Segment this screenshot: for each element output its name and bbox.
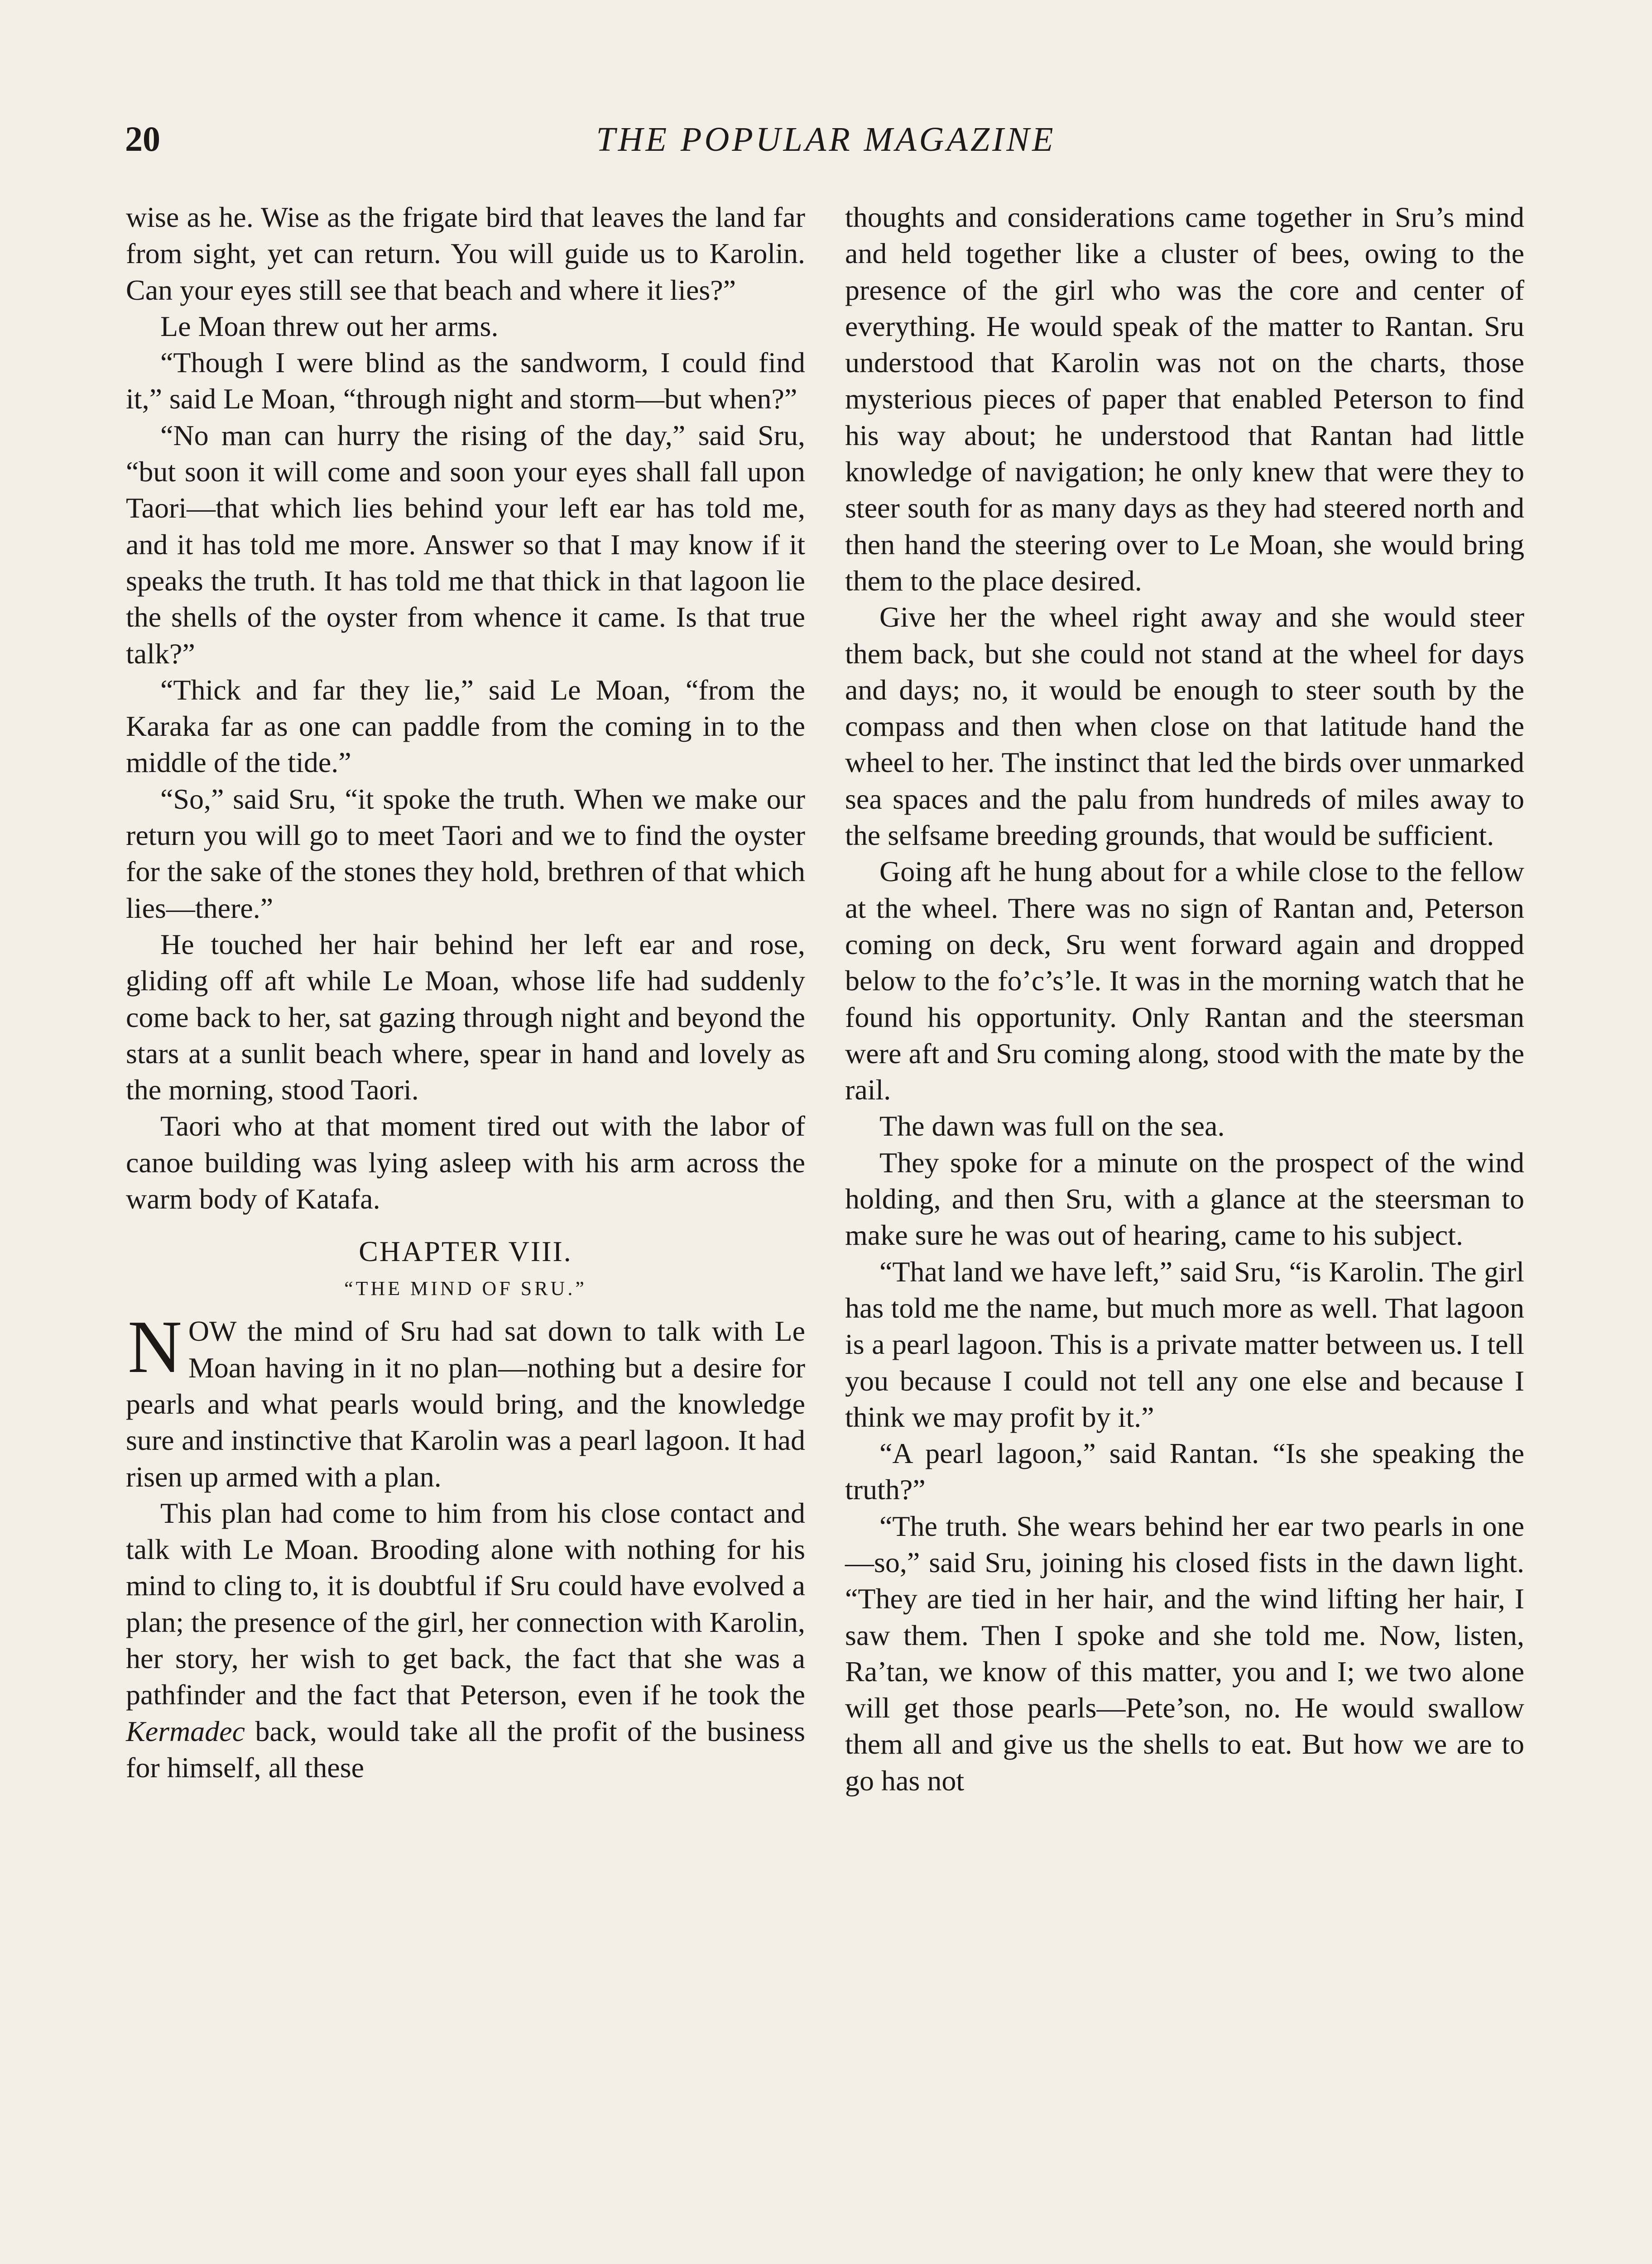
chapter-heading: CHAPTER VIII.	[359, 1235, 572, 1268]
paragraph-text: OW the mind of Sru had sat down to talk with Le Moan having in it no plan—nothing but a desire for pearls and what pearls would bring, and the knowledge sure and instinctive that Karolin was a pearl lagoon. It had risen up armed with a plan.	[126, 1315, 805, 1493]
paragraph: “A pearl lagoon,” said Rantan. “Is she speaking the truth?”	[845, 1437, 1524, 1506]
paragraph: They spoke for a minute on the prospect of the wind holding, and then Sru, with a glance at the steersman to make sure he was out of hearing, came to his subject.	[845, 1146, 1524, 1252]
paragraph: He touched her hair behind her left ear and rose, gliding off aft while Le Moan, whose life had suddenly come back to her, sat gazing through night and beyond the stars at a sunlit beach where, spear in hand and lovely as the morning, stood Taori.	[126, 928, 805, 1106]
drop-cap: N	[128, 1305, 182, 1389]
page-number: 20	[125, 119, 160, 158]
ship-name: Kermadec	[126, 1715, 245, 1747]
paragraph: “The truth. She wears behind her ear two pearls in one—so,” said Sru, joining his closed fists in the dawn light. “They are tied in her hair, and the wind lifting her hair, I saw them. Then I spoke and she told me. Now, listen, Ra’tan, we know of this matter, you and I; we two alone will get those pearls—Pete’son, no. He would swallow them all and give us the shells to eat. But how we are to go has not	[845, 1510, 1524, 1797]
paragraph: “No man can hurry the rising of the day,” said Sru, “but soon it will come and soon your eyes shall fall upon Taori—that which lies behind your left ear has told me, and it has told me more. Answer so that I may know if it speaks the truth. It has told me that thick in that lagoon lie the shells of the oyster from whence it came. Is that true talk?”	[126, 419, 805, 670]
paragraph: “Thick and far they lie,” said Le Moan, “from the Karaka far as one can paddle from the coming in to the middle of the tide.”	[126, 673, 805, 779]
chapter-opening-paragraph	[126, 1305, 805, 1495]
chapter-subtitle: “THE MIND OF SRU.”	[344, 1277, 587, 1300]
paragraph: Going aft he hung about for a while close to the fellow at the wheel. There was no sign of Rantan and, Peterson coming on deck, Sru went forward again and dropped below to the fo’c’s’le. It was in the morning watch that he found his opportunity. Only Rantan and the steersman were aft and Sru coming along, stood with the mate by the rail.	[845, 855, 1524, 1106]
running-head: THE POPULAR MAGAZINE	[596, 120, 1056, 158]
paragraph-text: This plan had come to him from his close contact and talk with Le Moan. Brooding alone with nothing for his mind to cling to, it is doubtful if Sru could have evolved a plan; the presence of the girl, her connection with Karolin, her story, her wish to get back, the fact that she was a pathfinder and the fact that Peterson, even if he took the	[126, 1497, 805, 1711]
paragraph: Taori who at that moment tired out with the labor of canoe building was lying asleep with his arm across the warm body of Katafa.	[126, 1110, 805, 1215]
paragraph	[126, 1495, 805, 1786]
paragraph: wise as he. Wise as the frigate bird that leaves the land far from sight, yet can return. You will guide us to Karolin. Can your eyes still see that beach and where it lies?”	[126, 201, 805, 306]
paragraph: thoughts and considerations came together in Sru’s mind and held together like a cluster of bees, owing to the presence of the girl who was the core and center of everything. He would speak of the matter to Rantan. Sru understood that Karolin was not on the charts, those mysterious pieces of paper that enabled Peterson to find his way about; he understood that Rantan had little knowledge of navigation; he only knew that were they to steer south for as many days as they had steered north and then hand the steering over to Le Moan, she would bring them to the place desired.	[845, 201, 1524, 597]
paragraph-text: back, would take all the profit of the business for himself, all these	[126, 1715, 805, 1784]
paragraph: Give her the wheel right away and she would steer them back, but she could not stand at the wheel for days and days; no, it would be enough to steer south by the compass and then when close on that latitude hand the wheel to her. The instinct that led the birds over unmarked sea spaces and the palu from hundreds of miles away to the selfsame breeding grounds, that would be sufficient.	[845, 601, 1524, 852]
paragraph: The dawn was full on the sea.	[879, 1110, 1225, 1142]
left-column	[126, 199, 805, 1786]
paragraph: Le Moan threw out her arms.	[160, 310, 499, 342]
paragraph: “That land we have left,” said Sru, “is Karolin. The girl has told me the name, but much more as well. That lagoon is a pearl lagoon. This is a private matter between us. I tell you because I could not tell any one else and because I think we may profit by it.”	[845, 1255, 1524, 1433]
right-column	[845, 199, 1524, 1799]
paragraph: “Though I were blind as the sandworm, I could find it,” said Le Moan, “through night and storm—but when?”	[126, 346, 805, 415]
paragraph: “So,” said Sru, “it spoke the truth. When we make our return you will go to meet Taori and we to find the oyster for the sake of the stones they hold, brethren of that which lies—there.”	[126, 782, 805, 924]
